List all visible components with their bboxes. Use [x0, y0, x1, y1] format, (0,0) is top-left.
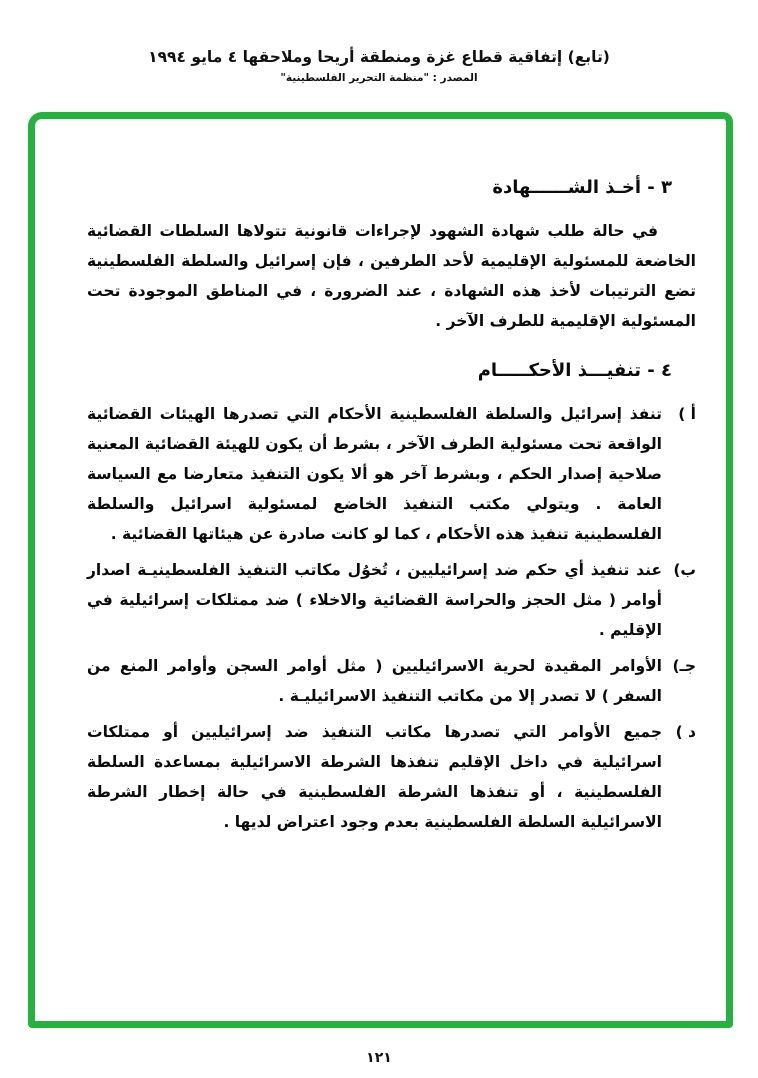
page-number: ١٢١ [366, 1050, 392, 1066]
document-body [87, 177, 696, 843]
list-item-text: عند تنفيذ أي حكم ضد إسرائيليين ، تُخوُل مكاتب التنفيذ الفلسطينيـة اصدار أوامر ( مثل الحجز والحراسة القضائية والاخلاء ) ضد ممتلكات إسرائيلية في الإقليم . [87, 561, 662, 639]
list-item-text: تنفذ إسرائيل والسلطة الفلسطينية الأحكام التي تصدرها الهيئات القضائية الواقعة تحت مسئولية الطرف الآخر ، بشرط أن يكون للهيئة القضائية المعنية صلاحية إصدار الحكم ، وبشرط آخر هو ألا يكون التنفيذ متعارضا مع السياسة العامة . ويتولي مكتب التنفيذ الخاضع لمسئولية اسرائيل والسلطة الفلسطينية تنفيذ هذه الأحكام ، كما لو كانت صادرة عن هيئاتها القضائية . [87, 405, 662, 543]
list-item [87, 399, 696, 549]
section-3-heading: ٣ - أخـذ الشــــــهادة [492, 177, 672, 198]
document-source: المصدر : "منظمة التحرير الفلسطينية" [280, 72, 478, 84]
green-border-frame [28, 112, 733, 1028]
list-item-marker: جـ) [672, 657, 696, 675]
list-item-text: الأوامر المقيدة لحرية الاسرائيليين ( مثل أوامر السجن وأوامر المنع من السفر ) لا تصدر إلا من مكاتب التنفيذ الاسرائيليـة . [87, 657, 662, 705]
list-item [87, 651, 696, 711]
document-title: (تابع) إتفاقية قطاع غزة ومنطقة أريحا وملاحقها ٤ مايو ١٩٩٤ [148, 48, 610, 66]
section-3-paragraph: في حالة طلب شهادة الشهود لإجراءات قانونية تتولاها السلطات القضائية الخاضعة للمسئولية الإقليمية لأحد الطرفين ، فإن إسرائيل والسلطة الفلسطينية تضع الترتيبات لأخذ هذه الشهادة ، عند الضرورة ، في المناطق الموجودة تحت المسئولية الإقليمية للطرف الآخر . [87, 222, 696, 330]
list-item [87, 555, 696, 645]
list-item-marker: د ) [675, 723, 696, 741]
list-item [87, 717, 696, 837]
list-item-marker: أ ) [678, 405, 696, 423]
page-header [0, 48, 758, 84]
list-item-text: جميع الأوامر التي تصدرها مكاتب التنفيذ ضد إسرائيليين أو ممتلكات اسرائيلية في داخل الإقليم تنفذها الشرطة الاسرائيلية بمساعدة السلطة الفلسطينية ، أو تنفذها الشرطة الفلسطينية في حالة إخطار الشرطة الاسرائيلية السلطة الفلسطينية بعدم وجود اعتراض لديها . [87, 723, 662, 831]
section-4-heading: ٤ - تنفيـــذ الأحكـــــام [477, 360, 672, 381]
section-4-items [87, 399, 696, 837]
list-item-marker: ب) [673, 561, 696, 579]
